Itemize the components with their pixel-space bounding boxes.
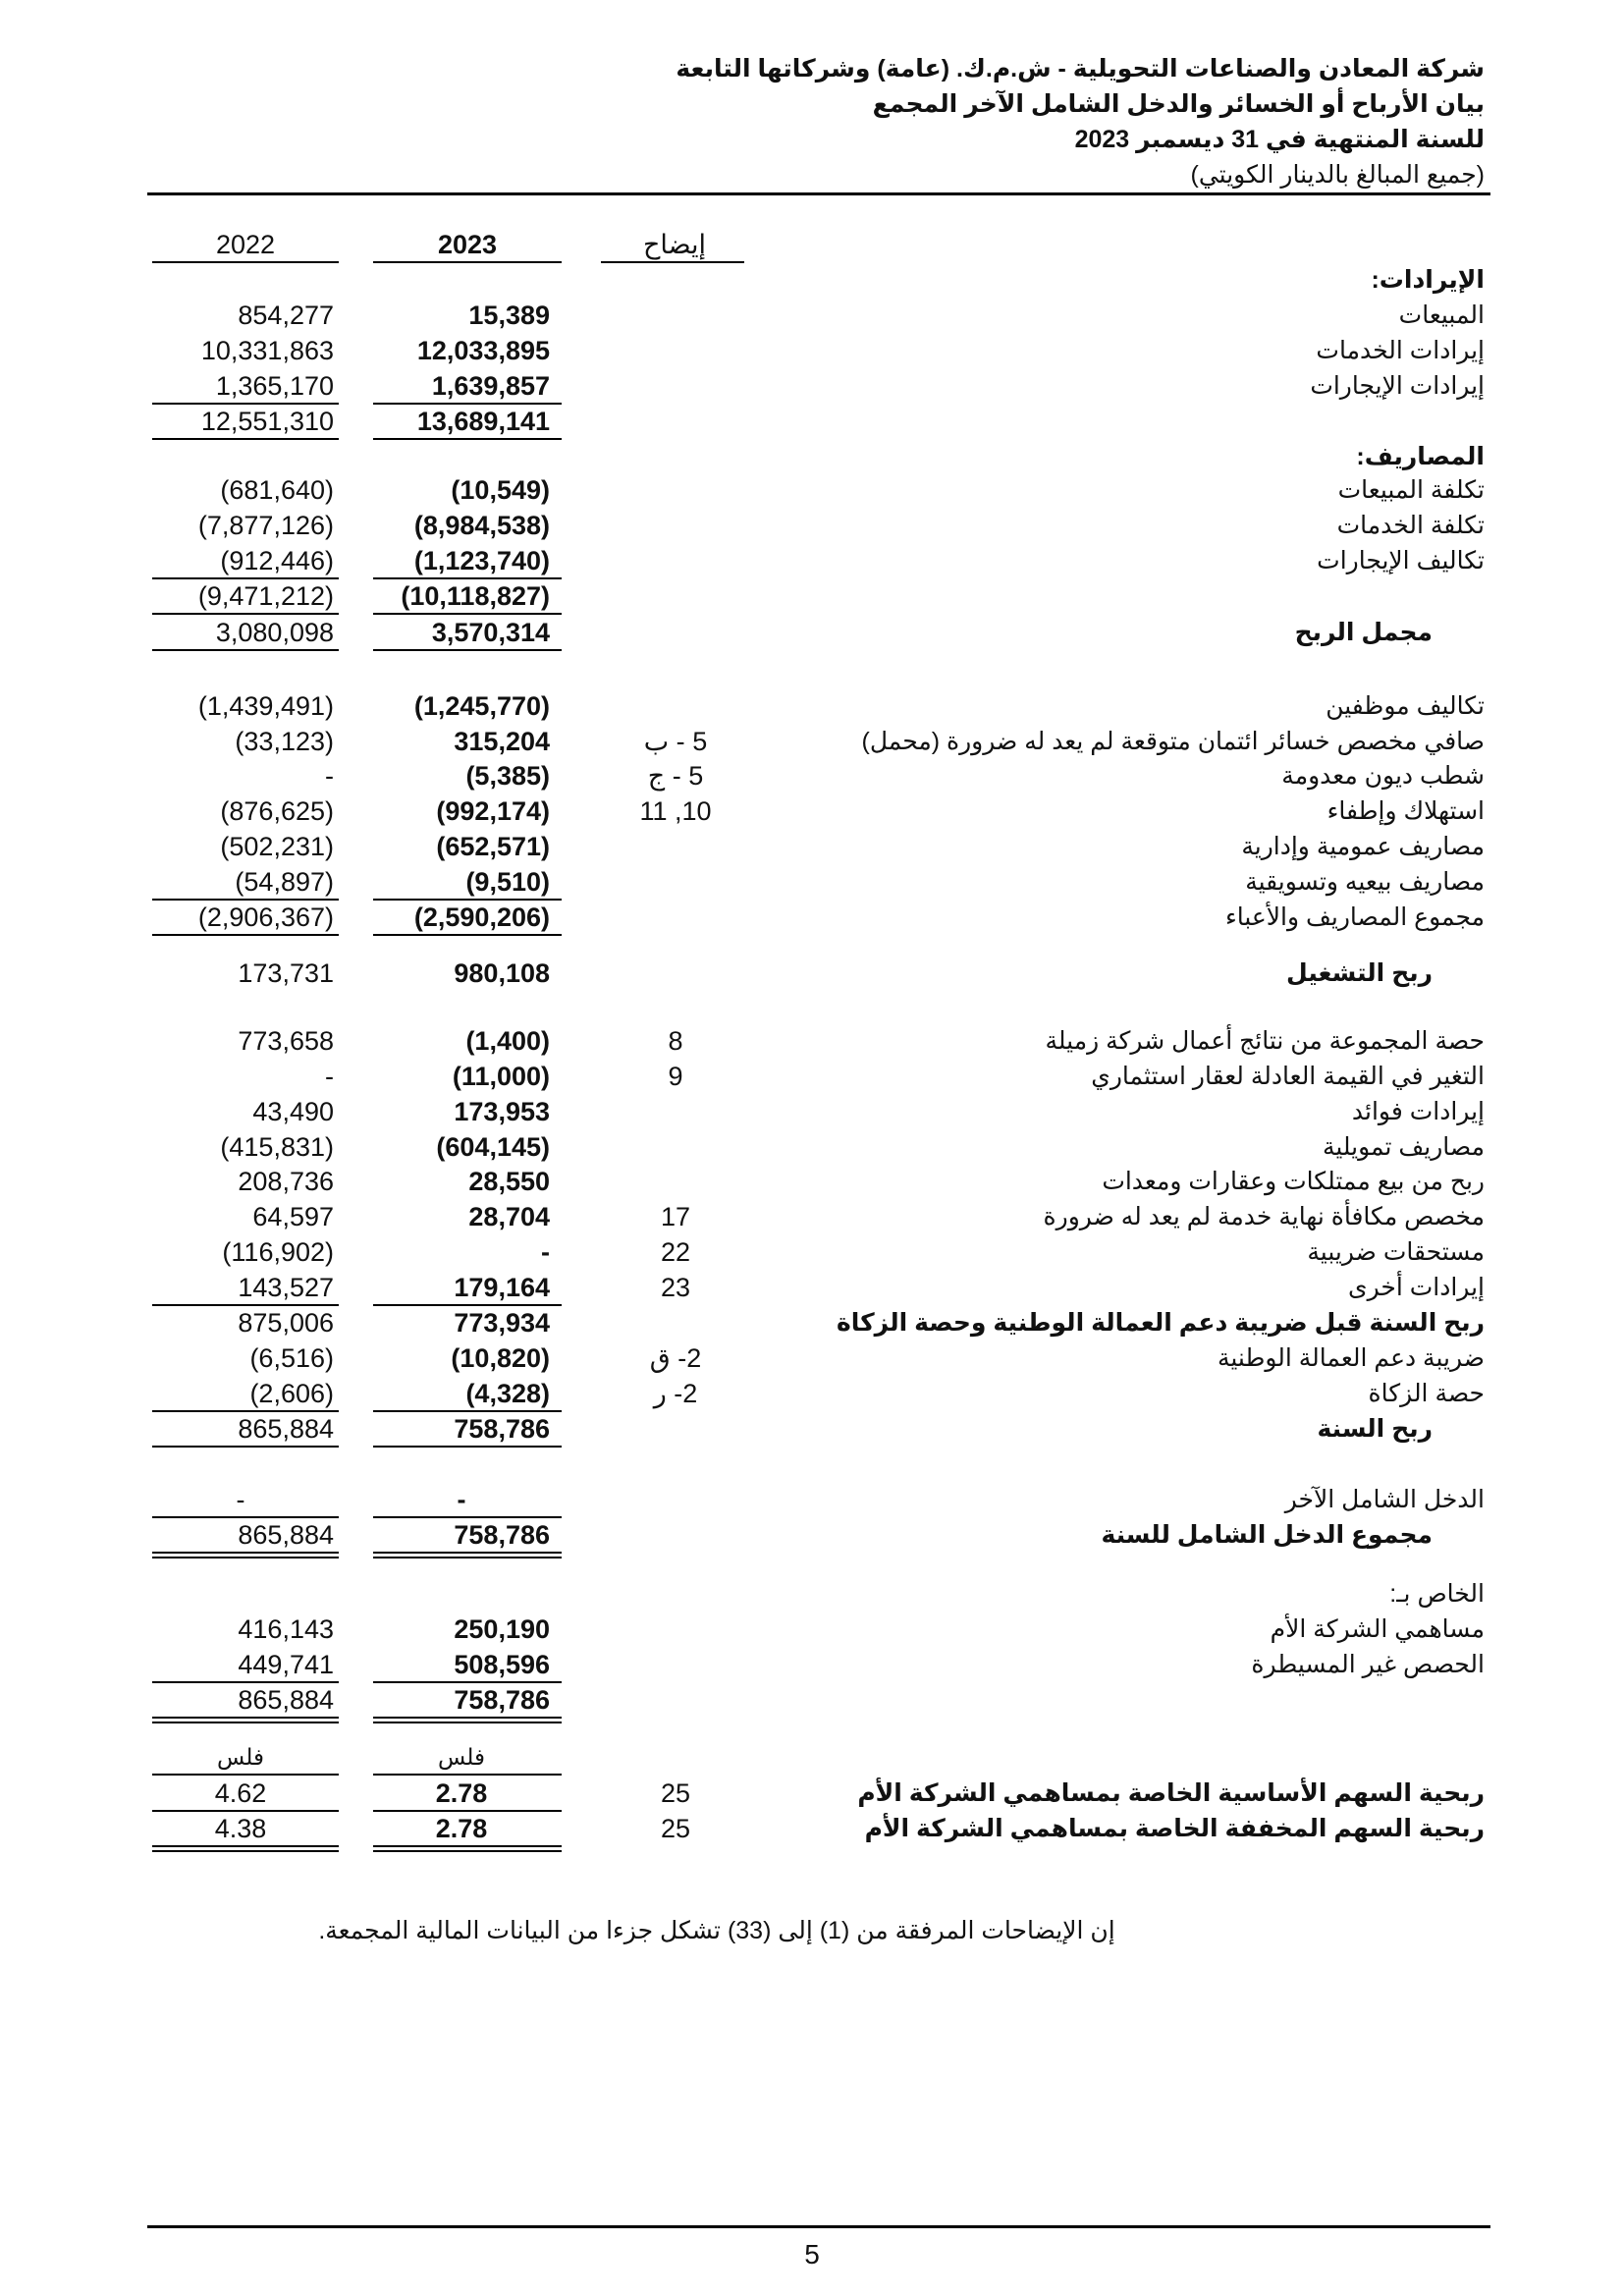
table-row: استهلاك وإطفاء 10, 11 (992,174) (876,625) [220,796,1485,826]
table-row-profit-for-year: ربح السنة 758,786 865,884 [238,1414,1433,1444]
page-number: 5 [804,2239,820,2269]
total-rule [373,934,562,936]
subtotal-rule [373,1774,562,1776]
table-row: الدخل الشامل الآخر - - [236,1485,1485,1514]
table-row: مصاريف تمويلية (604,145) (415,831) [220,1132,1485,1162]
table-row-total-comprehensive-income: مجموع الدخل الشامل للسنة 758,786 865,884 [238,1520,1433,1550]
double-rule [373,1845,562,1847]
table-row-total: 13,689,141 12,551,310 [200,407,550,436]
double-rule [373,1557,562,1558]
statement-header [405,51,1485,192]
subtotal-rule [152,1774,339,1776]
table-row-diluted-eps: ربحية السهم المخففة الخاصة بمساهمي الشركة الأم 25 2.78 4.38 [214,1814,1485,1843]
table-row-basic-eps: ربحية السهم الأساسية الخاصة بمساهمي الشركة الأم 25 2.78 4.62 [214,1778,1485,1808]
table-row-total: (10,118,827) (9,471,212) [197,581,550,611]
table-row: التغير في القيمة العادلة لعقار استثماري 9 (11,000) - [325,1062,1485,1091]
table-row: مصاريف بيعيه وتسويقية (9,510) (54,897) [235,867,1485,897]
subtotal-rule [152,613,339,615]
double-rule [152,1557,339,1558]
double-rule [373,1717,562,1719]
table-row: تكلفة الخدمات (8,984,538) (7,877,126) [197,511,1485,540]
table-row-operating-profit: ربح التشغيل 980,108 173,731 [238,958,1433,988]
column-header-2023: 2023 [437,230,498,259]
table-row: مصاريف عمومية وإدارية (652,571) (502,231) [220,832,1485,861]
section-header-revenue: الإيرادات: [1371,266,1485,294]
table-row: مخصص مكافأة نهاية خدمة لم يعد له ضرورة 17 28,704 64,597 [252,1202,1485,1231]
header-divider [147,192,1490,195]
table-row: المبيعات 15,389 854,277 [238,301,1485,330]
table-row-total: 758,786 865,884 [238,1685,550,1715]
table-row: ضريبة دعم العمالة الوطنية 2- ق (10,820) (6,516) [249,1343,1485,1373]
table-row: صافي مخصص خسائر ائتمان متوقعة لم يعد له ضرورة (محمل) 5 - ب 315,204 (33,123) [235,727,1485,756]
total-rule [373,649,562,651]
table-row: إيرادات الإيجارات 1,639,857 1,365,170 [215,371,1485,401]
table-row: إيرادات أخرى 23 179,164 143,527 [238,1273,1485,1302]
table-row: إيرادات فوائد 173,953 43,490 [252,1097,1485,1126]
table-row: مستحقات ضريبية 22 - (116,902) [222,1237,1485,1267]
notes-footnote: إن الإيضاحات المرفقة من (1) إلى (33) تشكل جزءا من البيانات المالية المجمعة. [318,1917,1115,1944]
total-rule [152,934,339,936]
total-rule [373,1446,562,1448]
table-row-gross-profit: مجمل الربح 3,570,314 3,080,098 [215,618,1433,647]
table-row: الحصص غير المسيطرة 508,596 449,741 [238,1650,1485,1679]
section-header-attributable: الخاص بـ: [1389,1580,1485,1608]
table-row: تكاليف موظفين (1,245,770) (1,439,491) [197,691,1485,721]
double-rule [152,1850,339,1852]
currency-note: (جميع المبالغ بالدينار الكويتي) [1190,161,1485,189]
double-rule [152,1722,339,1723]
table-row: إيرادات الخدمات 12,033,895 10,331,863 [200,336,1485,365]
double-rule [152,1717,339,1719]
statement-period: للسنة المنتهية في 31 ديسمبر 2023 [1074,126,1485,153]
table-row-profit-before-tax: ربح السنة قبل ضريبة دعم العمالة الوطنية وحصة الزكاة 773,934 875,006 [238,1308,1485,1338]
column-header-note: إيضاح [642,230,707,259]
table-row: حصة الزكاة 2- ر (4,328) (2,606) [249,1379,1485,1408]
double-rule [152,1552,339,1554]
double-rule [373,1850,562,1852]
table-row: مساهمي الشركة الأم 250,190 416,143 [238,1614,1485,1644]
table-row-total: مجموع المصاريف والأعباء (2,590,206) (2,906,367) [197,902,1485,932]
company-name: شركة المعادن والصناعات التحويلية - ش.م.ك. (عامة) وشركاتها التابعة [676,55,1485,82]
table-row: تكلفة المبيعات (10,549) (681,640) [220,475,1485,505]
total-rule [152,1446,339,1448]
table-row: حصة المجموعة من نتائج أعمال شركة زميلة 8 (1,400) 773,658 [238,1026,1485,1056]
unit-label-row: فلس فلس [217,1744,485,1770]
subtotal-rule [373,613,562,615]
total-rule [152,649,339,651]
column-header-2022: 2022 [215,230,276,259]
double-rule [152,1845,339,1847]
double-rule [373,1552,562,1554]
statement-title: بيان الأرباح أو الخسائر والدخل الشامل الآخر المجمع [872,90,1485,118]
section-header-expenses: المصاريف: [1356,443,1485,470]
table-row: شطب ديون معدومة 5 - ج (5,385) - [325,761,1485,791]
table-row: تكاليف الإيجارات (1,123,740) (912,446) [220,546,1485,575]
table-row: ربح من بيع ممتلكات وعقارات ومعدات 28,550 208,736 [238,1167,1485,1196]
footer-divider [147,2225,1490,2228]
double-rule [373,1722,562,1723]
